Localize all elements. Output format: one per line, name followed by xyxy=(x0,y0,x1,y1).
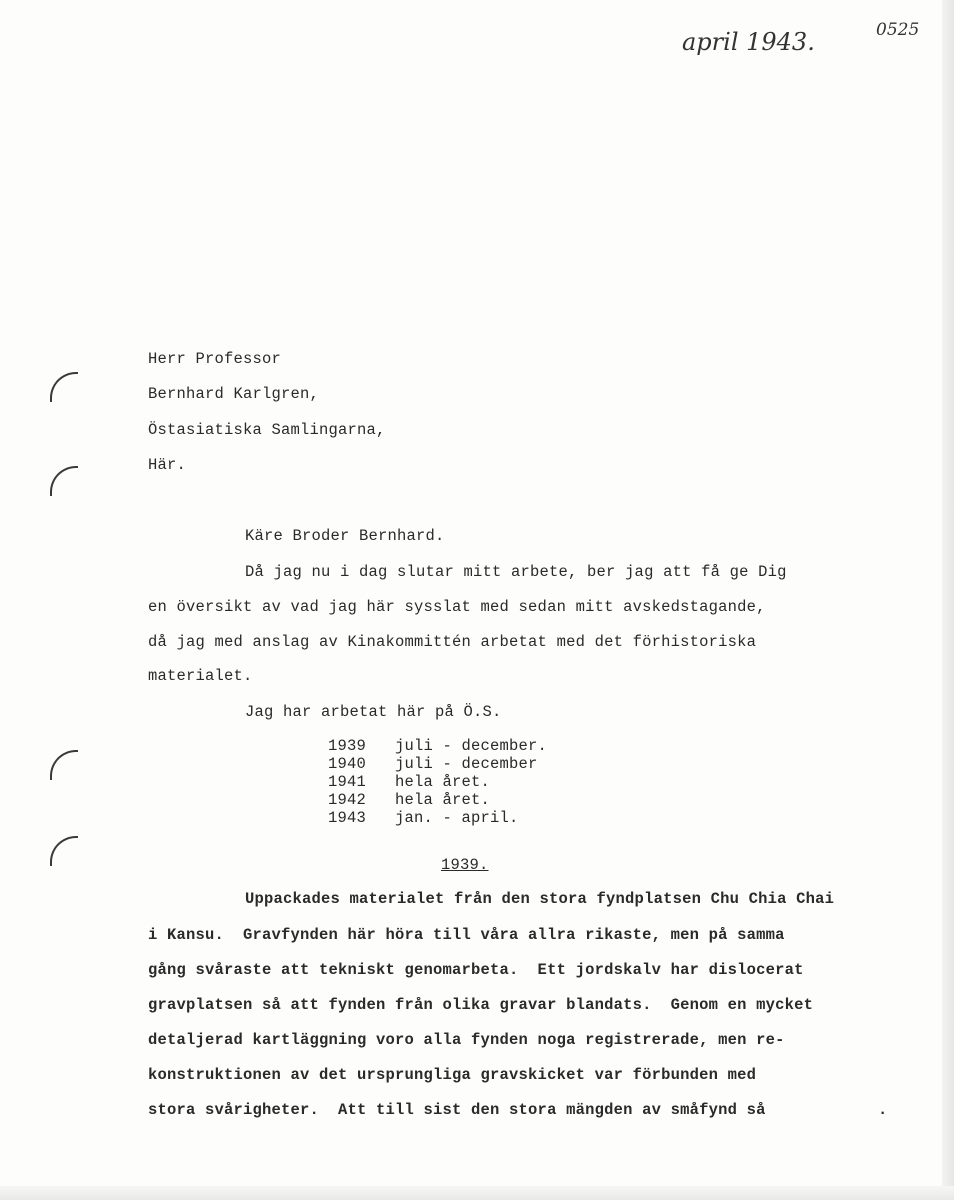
recipient-line: Herr Professor xyxy=(148,350,282,368)
schedule-year: 1942 xyxy=(328,791,367,809)
paragraph-line: detaljerad kartläggning voro alla fynden noga registrerade, men re- xyxy=(148,1031,785,1049)
schedule-period: hela året. xyxy=(395,773,491,791)
schedule-year: 1940 xyxy=(328,755,367,773)
schedule-year: 1941 xyxy=(328,773,367,791)
paragraph-line: en översikt av vad jag här sysslat med sedan mitt avskedstagande, xyxy=(148,598,766,616)
punch-hole-mark xyxy=(50,836,78,866)
paragraph-line: i Kansu. Gravfynden här höra till våra allra rikaste, men på samma xyxy=(148,926,785,944)
paragraph-line: Då jag nu i dag slutar mitt arbete, ber jag att få ge Dig xyxy=(245,563,787,581)
trailing-mark: . xyxy=(878,1101,888,1119)
punch-hole-mark xyxy=(50,372,78,402)
paragraph-line: materialet. xyxy=(148,667,253,685)
handwritten-date: april 1943. xyxy=(682,28,815,56)
recipient-line: Här. xyxy=(148,456,187,474)
page-edge-right xyxy=(942,0,954,1200)
schedule-period: juli - december xyxy=(395,755,538,773)
recipient-line: Bernhard Karlgren, xyxy=(148,385,320,403)
salutation: Käre Broder Bernhard. xyxy=(245,527,445,545)
page-edge-bottom xyxy=(0,1186,954,1200)
punch-hole-mark xyxy=(50,466,78,496)
punch-hole-mark xyxy=(50,750,78,780)
schedule-period: juli - december. xyxy=(395,737,548,755)
schedule-period: hela året. xyxy=(395,791,491,809)
schedule-year: 1939 xyxy=(328,737,367,755)
paragraph-line: gång svåraste att tekniskt genomarbeta. Ett jordskalv har dislocerat xyxy=(148,961,804,979)
paragraph-line: Uppackades materialet från den stora fyndplatsen Chu Chia Chai xyxy=(245,890,835,908)
worked-intro: Jag har arbetat här på Ö.S. xyxy=(245,703,502,721)
paragraph-line: då jag med anslag av Kinakommittén arbetat med det förhistoriska xyxy=(148,633,757,651)
schedule-period: jan. - april. xyxy=(395,809,519,827)
recipient-line: Östasiatiska Samlingarna, xyxy=(148,421,386,439)
paragraph-line: stora svårigheter. Att till sist den stora mängden av småfynd så xyxy=(148,1101,766,1119)
paragraph-line: konstruktionen av det ursprungliga gravskicket var förbunden med xyxy=(148,1066,757,1084)
schedule-year: 1943 xyxy=(328,809,367,827)
handwritten-page-number: 0525 xyxy=(876,20,920,40)
paragraph-line: gravplatsen så att fynden från olika gravar blandats. Genom en mycket xyxy=(148,996,814,1014)
section-heading: 1939. xyxy=(441,856,489,874)
